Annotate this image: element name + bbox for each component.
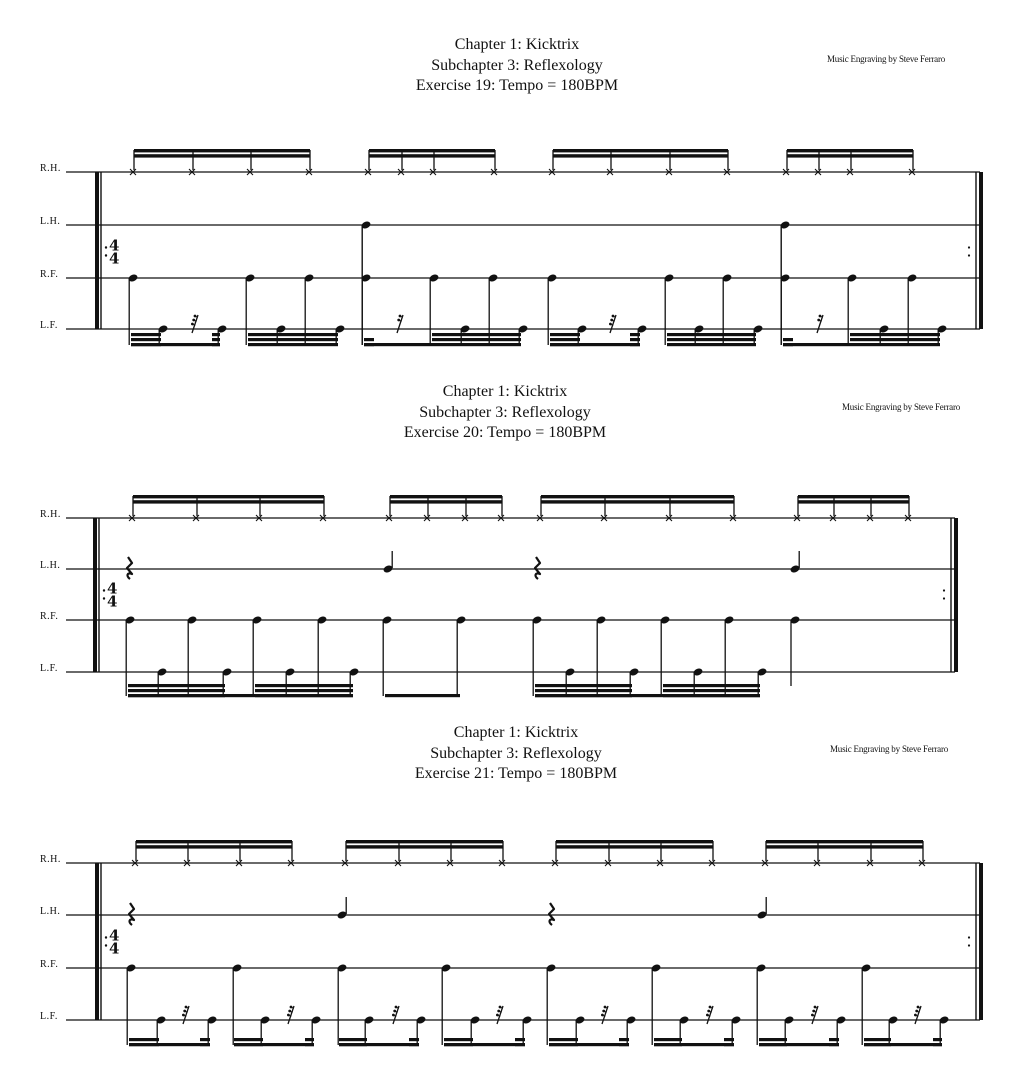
rh-beam xyxy=(787,149,913,152)
engraving-credit: Music Engraving by Steve Ferraro xyxy=(842,402,961,412)
repeat-dot xyxy=(103,589,105,591)
foot-beam xyxy=(619,1038,629,1041)
end-repeat-barline xyxy=(954,518,958,672)
staff-label-rf: R.F. xyxy=(40,269,59,280)
rest-flag-tail xyxy=(814,1012,817,1013)
foot-beam xyxy=(385,694,460,697)
rh-beam xyxy=(556,845,713,848)
foot-beam xyxy=(667,333,756,336)
rest-flag-tail xyxy=(183,1016,186,1017)
16th-rest xyxy=(397,315,403,333)
rh-beam xyxy=(556,840,713,843)
rh-beam xyxy=(346,840,503,843)
rest-flag-tail xyxy=(192,325,195,326)
foot-beam xyxy=(234,1043,314,1046)
foot-beam xyxy=(724,1038,734,1041)
rest-flag-tail xyxy=(612,321,615,322)
rest-flag-tail xyxy=(497,1016,500,1017)
rest-flag-tail xyxy=(610,325,613,326)
foot-beam xyxy=(933,1038,942,1041)
rest-flag-tail xyxy=(707,1016,710,1017)
repeat-dot xyxy=(968,254,970,256)
rest-flag-tail xyxy=(399,321,402,322)
rh-beam xyxy=(541,495,734,498)
repeat-dot xyxy=(943,597,945,599)
foot-beam xyxy=(305,1038,314,1041)
foot-beam xyxy=(409,1038,419,1041)
rest-flag-tail xyxy=(288,1016,291,1017)
foot-beam xyxy=(515,1038,525,1041)
rh-beam xyxy=(369,154,495,157)
foot-beam xyxy=(234,1038,263,1041)
foot-beam xyxy=(667,338,756,341)
staff-label-lf: L.F. xyxy=(40,320,58,331)
foot-beam xyxy=(663,684,760,687)
time-signature-denominator: 4 xyxy=(109,939,120,958)
foot-beam xyxy=(550,333,580,336)
rest-flag-tail xyxy=(819,321,822,322)
foot-beam xyxy=(550,343,640,346)
rh-beam xyxy=(133,495,324,498)
staff-label-rh: R.H. xyxy=(40,163,61,174)
rest-flag-tail xyxy=(500,1008,503,1009)
rest-flag-tail xyxy=(396,1008,399,1009)
foot-beam xyxy=(667,343,756,346)
rh-beam xyxy=(346,845,503,848)
rh-beam xyxy=(553,154,728,157)
rest-flag-tail xyxy=(499,1012,502,1013)
staff-label-rf: R.F. xyxy=(40,959,59,970)
rest-flag-tail xyxy=(917,1012,920,1013)
rh-beam xyxy=(541,500,734,503)
chapter-title: Chapter 1: Kicktrix xyxy=(442,383,568,400)
16th-rest xyxy=(817,315,823,333)
foot-beam xyxy=(759,1043,839,1046)
foot-beam xyxy=(128,684,225,687)
repeat-dot xyxy=(968,944,970,946)
rh-beam xyxy=(766,845,923,848)
time-signature-numerator: 4 xyxy=(109,236,120,255)
foot-beam xyxy=(850,338,940,341)
repeat-dot xyxy=(103,597,105,599)
foot-beam xyxy=(864,1043,942,1046)
repeat-dot xyxy=(943,589,945,591)
rh-beam xyxy=(766,840,923,843)
foot-beam xyxy=(783,343,850,346)
chapter-title: Chapter 1: Kicktrix xyxy=(454,36,580,53)
staff-label-rf: R.F. xyxy=(40,611,59,622)
foot-beam xyxy=(663,689,760,692)
exercise-title: Exercise 19: Tempo = 180BPM xyxy=(415,77,619,94)
foot-beam xyxy=(212,338,220,341)
engraving-credit: Music Engraving by Steve Ferraro xyxy=(830,744,949,754)
time-signature-numerator: 4 xyxy=(107,579,118,598)
foot-beam xyxy=(129,1043,210,1046)
quarter-rest xyxy=(535,557,540,579)
repeat-dot xyxy=(105,944,107,946)
foot-beam xyxy=(248,338,338,341)
end-repeat-barline xyxy=(979,172,983,329)
foot-beam xyxy=(200,1038,210,1041)
staff-label-lh: L.H. xyxy=(40,560,61,571)
foot-beam xyxy=(339,1043,419,1046)
repeat-dot xyxy=(105,936,107,938)
rh-beam xyxy=(136,840,292,843)
foot-beam xyxy=(654,1038,682,1041)
foot-beam xyxy=(212,333,220,336)
subchapter-title: Subchapter 3: Reflexology xyxy=(419,403,591,421)
foot-beam xyxy=(535,684,632,687)
foot-beam xyxy=(128,694,353,697)
rh-beam xyxy=(369,149,495,152)
exercise-title: Exercise 20: Tempo = 180BPM xyxy=(403,424,607,441)
rh-beam xyxy=(798,495,909,498)
rest-flag-tail xyxy=(395,1012,398,1013)
rest-flag-tail xyxy=(195,317,198,318)
foot-beam xyxy=(248,343,338,346)
rest-flag-tail xyxy=(812,1016,815,1017)
rest-flag-tail xyxy=(291,1008,294,1009)
repeat-dot xyxy=(105,254,107,256)
foot-beam xyxy=(783,338,793,341)
time-signature-numerator: 4 xyxy=(109,926,120,945)
foot-beam xyxy=(654,1043,734,1046)
foot-beam xyxy=(339,1038,367,1041)
engraving-credit: Music Engraving by Steve Ferraro xyxy=(827,54,946,64)
foot-beam xyxy=(432,333,521,336)
quarter-rest xyxy=(549,903,554,925)
rest-flag-tail xyxy=(185,1012,188,1013)
rest-flag-tail xyxy=(290,1012,293,1013)
foot-beam xyxy=(364,338,374,341)
foot-beam xyxy=(535,694,760,697)
rh-beam xyxy=(553,149,728,152)
start-repeat-barline xyxy=(95,172,99,329)
repeat-dot xyxy=(105,246,107,248)
foot-beam xyxy=(432,343,521,346)
rh-beam xyxy=(787,154,913,157)
foot-beam xyxy=(444,1038,473,1041)
rest-flag-tail xyxy=(709,1012,712,1013)
foot-beam xyxy=(549,1038,578,1041)
foot-beam xyxy=(255,684,353,687)
foot-beam xyxy=(864,1038,891,1041)
rest-flag-tail xyxy=(613,317,616,318)
rh-beam xyxy=(133,500,324,503)
foot-beam xyxy=(850,333,940,336)
rest-flag-tail xyxy=(710,1008,713,1009)
foot-beam xyxy=(535,689,632,692)
foot-beam xyxy=(128,689,225,692)
start-repeat-barline xyxy=(93,518,97,672)
rest-flag-tail xyxy=(400,317,403,318)
time-signature-denominator: 4 xyxy=(109,249,120,268)
repeat-dot xyxy=(968,246,970,248)
subchapter-title: Subchapter 3: Reflexology xyxy=(431,56,603,74)
rest-flag-tail xyxy=(915,1016,918,1017)
foot-beam xyxy=(550,338,580,341)
quarter-rest xyxy=(129,903,134,925)
foot-beam xyxy=(829,1038,839,1041)
staff-label-rh: R.H. xyxy=(40,509,61,520)
foot-beam xyxy=(850,343,940,346)
rest-flag-tail xyxy=(820,317,823,318)
rest-flag-tail xyxy=(604,1012,607,1013)
chapter-title: Chapter 1: Kicktrix xyxy=(453,724,579,741)
foot-beam xyxy=(364,343,432,346)
staff-label-rh: R.H. xyxy=(40,854,61,865)
staff-label-lh: L.H. xyxy=(40,906,61,917)
foot-beam xyxy=(432,338,521,341)
foot-beam xyxy=(549,1043,629,1046)
foot-beam xyxy=(131,343,220,346)
start-repeat-barline xyxy=(95,863,99,1020)
rest-flag-tail xyxy=(815,1008,818,1009)
rest-flag-tail xyxy=(605,1008,608,1009)
foot-beam xyxy=(131,338,161,341)
foot-beam xyxy=(248,333,338,336)
foot-beam xyxy=(444,1043,525,1046)
subchapter-title: Subchapter 3: Reflexology xyxy=(430,744,602,762)
time-signature-denominator: 4 xyxy=(107,592,118,611)
exercise-title: Exercise 21: Tempo = 180BPM xyxy=(414,765,618,782)
rest-flag-tail xyxy=(602,1016,605,1017)
rh-beam xyxy=(390,500,502,503)
quarter-rest xyxy=(127,557,132,579)
foot-beam xyxy=(630,338,640,341)
end-repeat-barline xyxy=(979,863,983,1020)
staff-label-lf: L.F. xyxy=(40,663,58,674)
staff-label-lh: L.H. xyxy=(40,216,61,227)
foot-beam xyxy=(759,1038,787,1041)
rest-flag-tail xyxy=(393,1016,396,1017)
repeat-dot xyxy=(968,936,970,938)
rest-flag-tail xyxy=(194,321,197,322)
rh-beam xyxy=(134,149,310,152)
foot-beam xyxy=(630,333,640,336)
rh-beam xyxy=(136,845,292,848)
rest-flag-tail xyxy=(918,1008,921,1009)
rh-beam xyxy=(134,154,310,157)
foot-beam xyxy=(129,1038,159,1041)
foot-beam xyxy=(131,333,161,336)
foot-beam xyxy=(255,689,353,692)
rh-beam xyxy=(798,500,909,503)
rh-beam xyxy=(390,495,502,498)
rest-flag-tail xyxy=(186,1008,189,1009)
staff-label-lf: L.F. xyxy=(40,1011,58,1022)
